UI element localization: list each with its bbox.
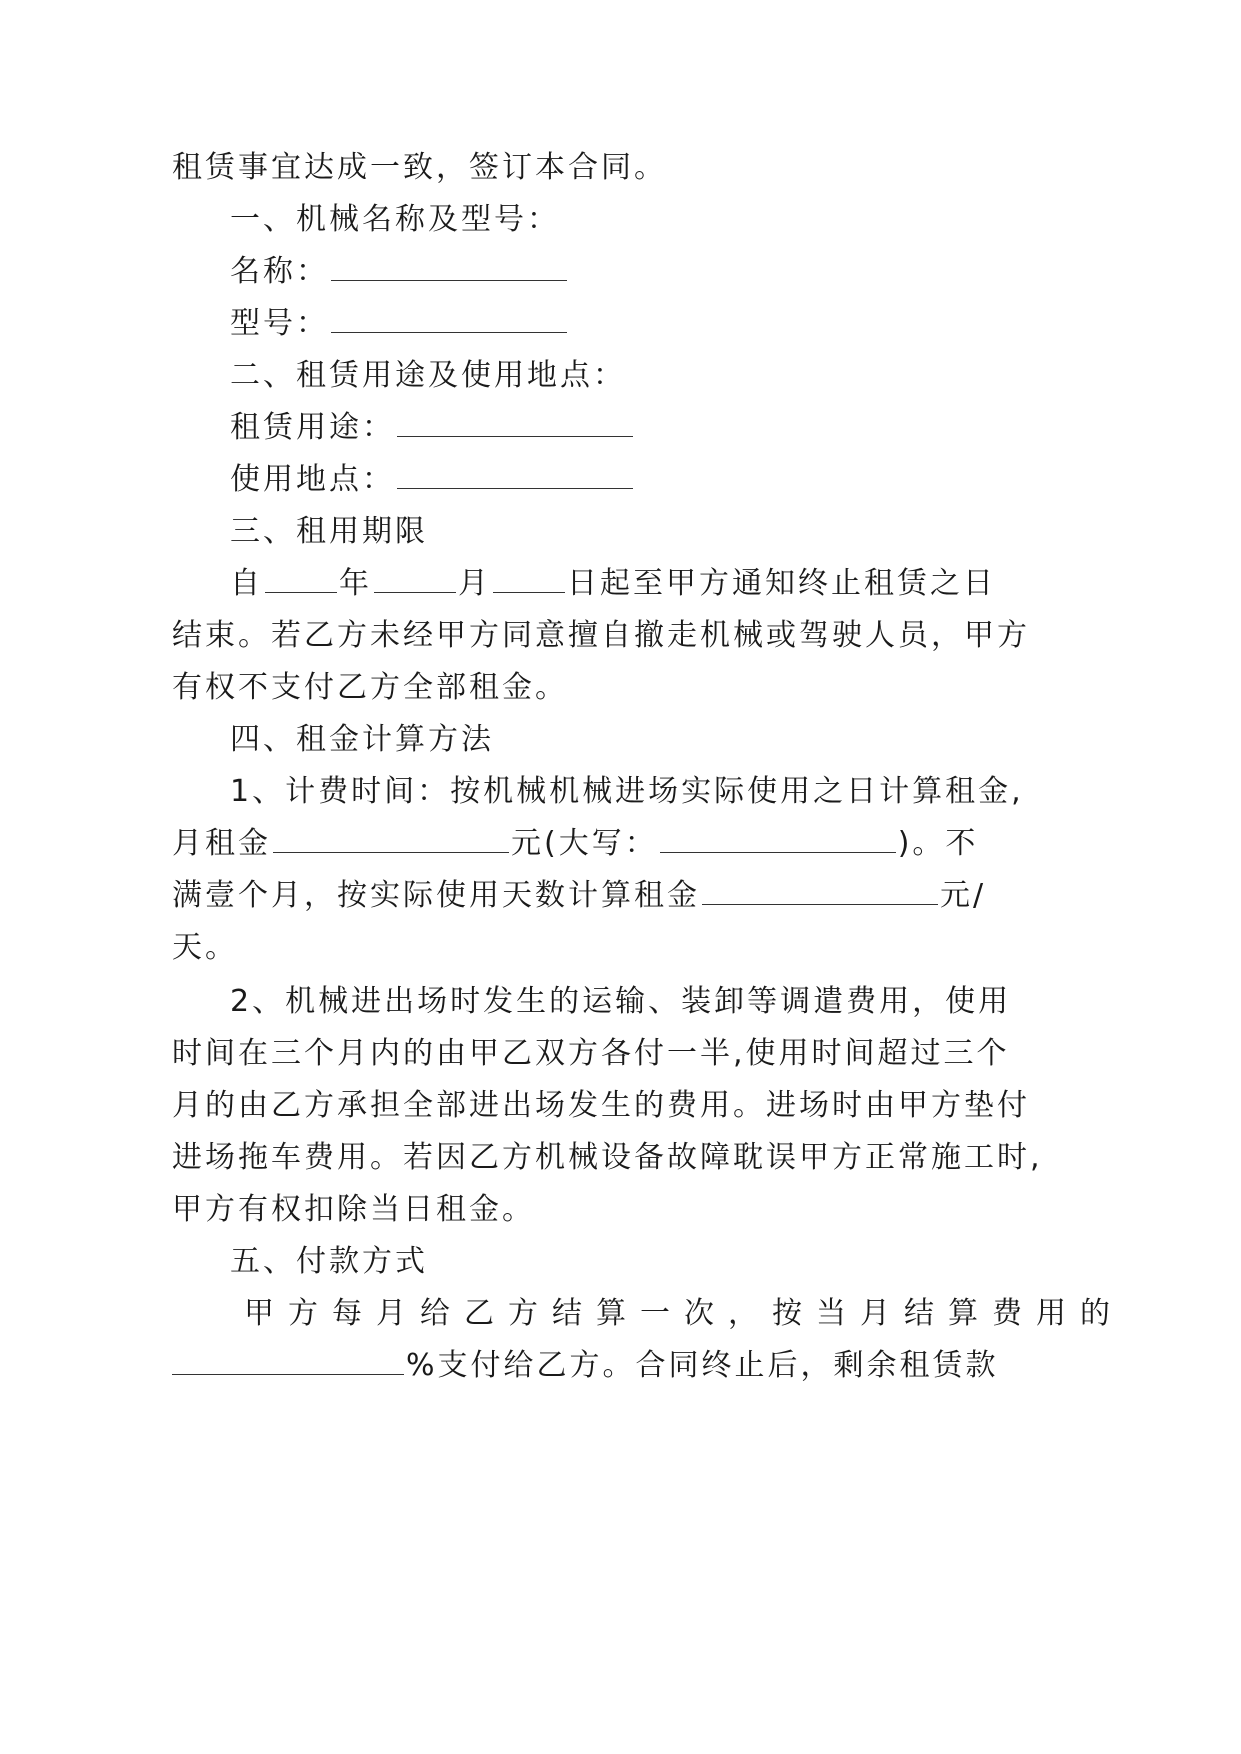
- daily-rent-unit: 元/: [940, 878, 987, 913]
- model-field-row: [230, 304, 569, 344]
- name-blank: [331, 252, 567, 281]
- model-label: 型号：: [230, 306, 329, 341]
- payment-line-2-text: %支付给乙方。合同终止后，剩余租赁款: [406, 1348, 999, 1383]
- use-blank: [397, 408, 633, 437]
- rent-line-2: [172, 824, 978, 864]
- transport-line-5: 甲方有权扣除当日租金。: [172, 1192, 535, 1227]
- section-heading-1: 一、机械名称及型号：: [230, 202, 560, 237]
- use-label: 租赁用途：: [230, 410, 395, 445]
- year-blank: [265, 564, 337, 593]
- period-line-2: 结束。若乙方未经甲方同意擅自撤走机械或驾驶人员，甲方: [172, 618, 1030, 653]
- name-field-row: [230, 252, 569, 292]
- transport-line-1: 2、机械进出场时发生的运输、装卸等调遣费用，使用: [230, 984, 1012, 1019]
- payment-line-1: 甲方每月给乙方结算一次，按当月结算费用的: [244, 1296, 1124, 1331]
- daily-rent-blank: [702, 876, 938, 905]
- site-field-row: [230, 460, 635, 500]
- monthly-rent-label: 月租金: [172, 826, 271, 861]
- paragraph-line: 租赁事宜达成一致，签订本合同。: [172, 150, 667, 185]
- year-text: 年: [339, 566, 372, 601]
- rent-line-3: [172, 876, 986, 916]
- transport-line-2: 时间在三个月内的由甲乙双方各付一半,使用时间超过三个: [172, 1036, 1010, 1071]
- model-blank: [331, 304, 567, 333]
- month-text: 月: [458, 566, 491, 601]
- amount-words-label: 元(大写：: [511, 826, 658, 861]
- section-heading-5: 五、付款方式: [230, 1244, 428, 1279]
- period-end-text: 日起至甲方通知终止租赁之日: [567, 566, 996, 601]
- payment-percent-blank: [172, 1346, 404, 1375]
- section-heading-3: 三、租用期限: [230, 514, 428, 549]
- section-heading-4: 四、租金计算方法: [230, 722, 494, 757]
- amount-words-blank: [660, 824, 896, 853]
- transport-line-3: 月的由乙方承担全部进出场发生的费用。进场时由甲方垫付: [172, 1088, 1030, 1123]
- month-blank: [374, 564, 456, 593]
- rent-line-1: 1、计费时间：按机械机械进场实际使用之日计算租金,: [230, 774, 1024, 809]
- daily-rent-label: 满壹个月，按实际使用天数计算租金: [172, 878, 700, 913]
- name-label: 名称：: [230, 254, 329, 289]
- day-blank: [493, 564, 565, 593]
- transport-line-4: 进场拖车费用。若因乙方机械设备故障耽误甲方正常施工时,: [172, 1140, 1043, 1175]
- payment-line-2: [172, 1346, 999, 1386]
- period-line-1: [230, 564, 996, 604]
- site-label: 使用地点：: [230, 462, 395, 497]
- site-blank: [397, 460, 633, 489]
- monthly-rent-blank: [273, 824, 509, 853]
- section-heading-2: 二、租赁用途及使用地点：: [230, 358, 626, 393]
- rent-line-2-end: )。不: [897, 826, 979, 861]
- rent-line-4: 天。: [172, 930, 238, 965]
- period-from-text: 自: [230, 566, 263, 601]
- use-field-row: [230, 408, 635, 448]
- period-line-3: 有权不支付乙方全部租金。: [172, 670, 568, 705]
